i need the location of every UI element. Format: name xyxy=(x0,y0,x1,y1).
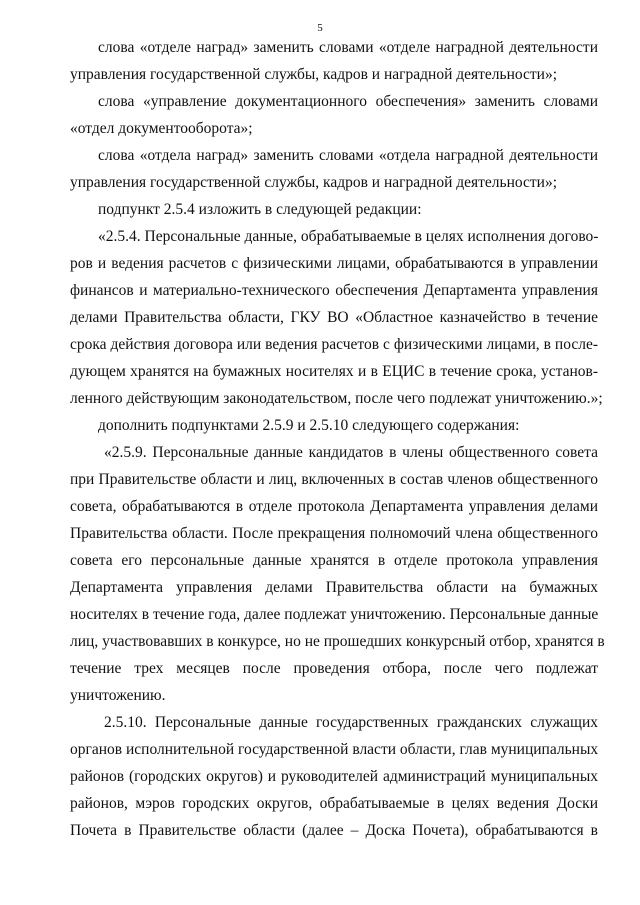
text-line: уничтожению. xyxy=(70,687,166,704)
text-line: управления государственной службы, кадров и наградной деятельности»; xyxy=(70,174,558,191)
text-line: 2.5.10. Персональные данные государственных гражданских служащих xyxy=(104,714,598,731)
text-line: районов (городских округов) и руководителей администраций муниципальных xyxy=(70,768,598,785)
text-line: районов, мэров городских округов, обрабатываемые в целях ведения Доски xyxy=(70,795,598,812)
text-line: «2.5.4. Персональные данные, обрабатываемые в целях исполнения догово- xyxy=(98,228,599,245)
text-line: слова «отделе наград» заменить словами «отделе наградной деятельности xyxy=(98,39,598,56)
text-line: Почета в Правительстве области (далее – Доска Почета), обрабатываются в xyxy=(70,822,598,839)
text-line: управления государственной службы, кадров и наградной деятельности»; xyxy=(70,66,558,83)
text-line: при Правительстве области и лиц, включенных в состав членов общественного xyxy=(70,471,598,488)
text-line: дующем хранятся на бумажных носителях и в ЕЦИС в течение срока, установ- xyxy=(70,363,598,380)
text-line: срока действия договора или ведения расчетов с физическими лицами, в после- xyxy=(70,336,598,353)
text-line: дополнить подпунктами 2.5.9 и 2.5.10 следующего содержания: xyxy=(98,417,520,434)
page-number: 5 xyxy=(317,22,323,34)
text-line: носителях в течение года, далее подлежат уничтожению. Персональные данные xyxy=(70,606,599,623)
text-line: слова «отдела наград» заменить словами «отдела наградной деятельности xyxy=(98,147,598,164)
text-line: ров и ведения расчетов с физическими лицами, обрабатываются в управлении xyxy=(70,255,598,272)
text-line: органов исполнительной государственной власти области, глав муниципальных xyxy=(70,741,599,758)
text-line: Правительства области. После прекращения полномочий члена общественного xyxy=(70,525,598,542)
text-line: подпункт 2.5.4 изложить в следующей редакции: xyxy=(98,201,422,218)
text-line: совета его персональные данные хранятся в отделе протокола управления xyxy=(70,552,598,569)
text-line: «отдел документооборота»; xyxy=(70,120,253,137)
text-line: «2.5.9. Персональные данные кандидатов в члены общественного совета xyxy=(104,444,598,461)
text-line: совета, обрабатываются в отделе протокола Департамента управления делами xyxy=(70,498,598,515)
text-line: делами Правительства области, ГКУ ВО «Областное казначейство в течение xyxy=(70,309,598,326)
text-line: слова «управление документационного обеспечения» заменить словами xyxy=(98,93,598,110)
text-line: финансов и материально-технического обеспечения Департамента управления xyxy=(70,282,598,299)
text-line: течение трех месяцев после проведения отбора, после чего подлежат xyxy=(70,660,598,677)
text-line: ленного действующим законодательством, после чего подлежат уничтожению.»; xyxy=(70,390,603,407)
text-line: лиц, участвовавших в конкурсе, но не прошедших конкурсный отбор, хранятся в xyxy=(70,633,605,650)
text-line: Департамента управления делами Правительства области на бумажных xyxy=(70,579,598,596)
